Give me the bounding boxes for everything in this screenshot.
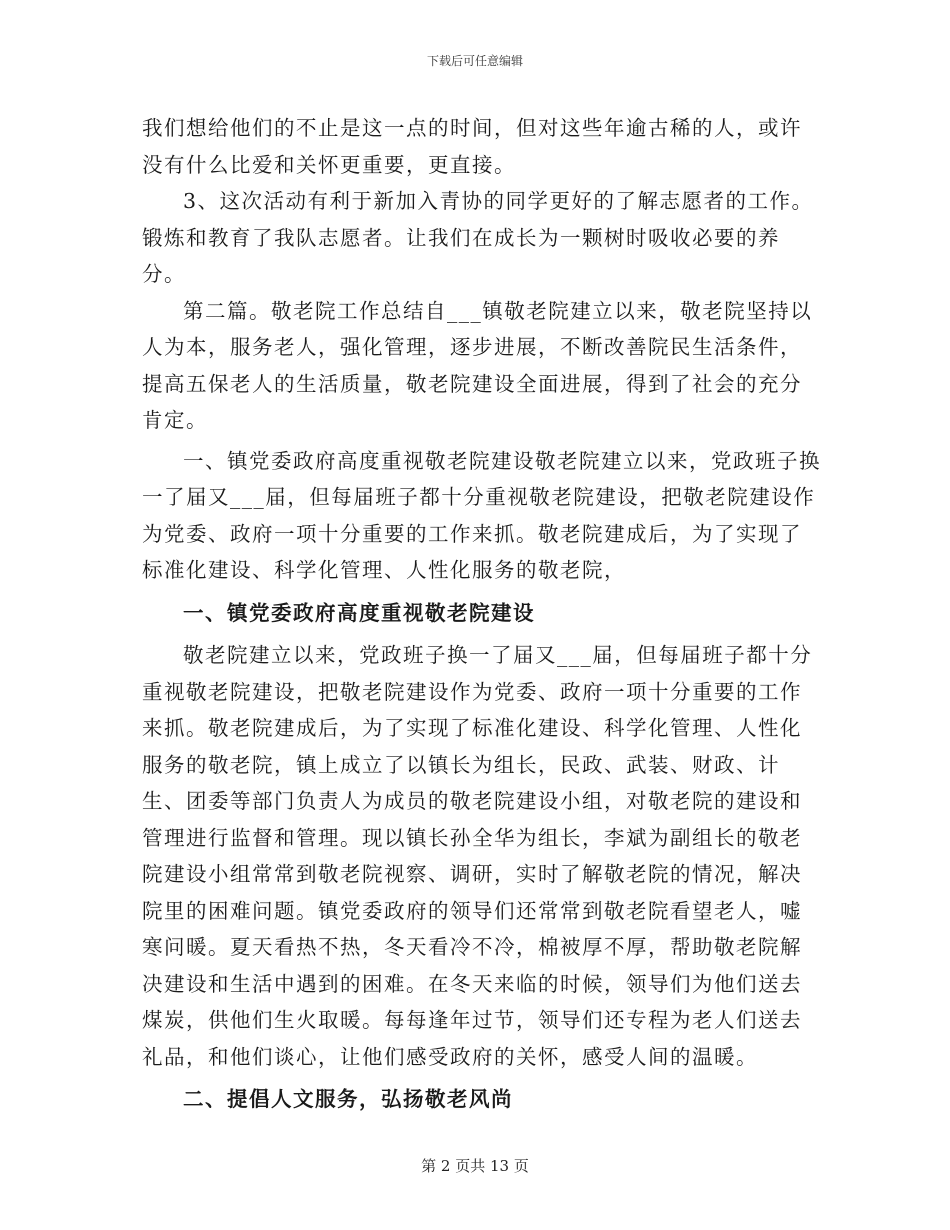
- section-heading-1: 一、镇党委政府高度重视敬老院建设: [183, 600, 535, 625]
- document-body: [142, 110, 822, 1124]
- paragraph-2: 3、这次活动有利于新加入青协的同学更好的了解志愿者的工作。锻炼和教育了我队志愿者。让我们在成长为一颗树时吸收必要的养分。: [142, 189, 814, 286]
- paragraph-4: 一、镇党委政府高度重视敬老院建设敬老院建立以来，党政班子换一了届又___届，但每届班子都十分重视敬老院建设，把敬老院建设作为党委、政府一项十分重要的工作来抓。敬老院建成后，为了实现了标准化建设、科学化管理、人性化服务的敬老院，: [142, 448, 821, 582]
- page-header-note: 下载后可任意编辑: [426, 54, 523, 68]
- paragraph-5: 敬老院建立以来，党政班子换一了届又___届，但每届班子都十分重视敬老院建设，把敬老院建设作为党委、政府一项十分重要的工作来抓。敬老院建成后，为了实现了标准化建设、科学化管理、人性化服务的敬老院，镇上成立了以镇长为组长，民政、武装、财政、计生、团委等部门负责人为成员的敬老院建设小组，对敬老院的建设和管理进行监督和管理。现以镇长孙全华为组长，李斌为副组长的敬老院建设小组常常到敬老院视察、调研，实时了解敬老院的情况，解决院里的困难问题。镇党委政府的领导们还常常到敬老院看望老人，嘘寒问暖。夏天看热不热，冬天看冷不冷，棉被厚不厚，帮助敬老院解决建设和生活中遇到的困难。在冬天来临的时候，领导们为他们送去煤炭，供他们生火取暖。每每逢年过节，领导们还专程为老人们送去礼品，和他们谈心，让他们感受政府的关怀，感受人间的温暖。: [142, 643, 813, 1069]
- page-number: 第 2 页共 13 页: [421, 1157, 529, 1175]
- paragraph-1: 我们想给他们的不止是这一点的时间，但对这些年逾古稀的人，或许没有什么比爱和关怀更重要，更直接。: [142, 116, 802, 177]
- section-heading-2: 二、提倡人文服务，弘扬敬老风尚: [183, 1087, 513, 1111]
- paragraph-3: 第二篇。敬老院工作总结自___镇敬老院建立以来，敬老院坚持以人为本，服务老人，强化管理，逐步进展，不断改善院民生活条件，提高五保老人的生活质量，敬老院建设全面进展，得到了社会的充分肯定。: [142, 298, 813, 432]
